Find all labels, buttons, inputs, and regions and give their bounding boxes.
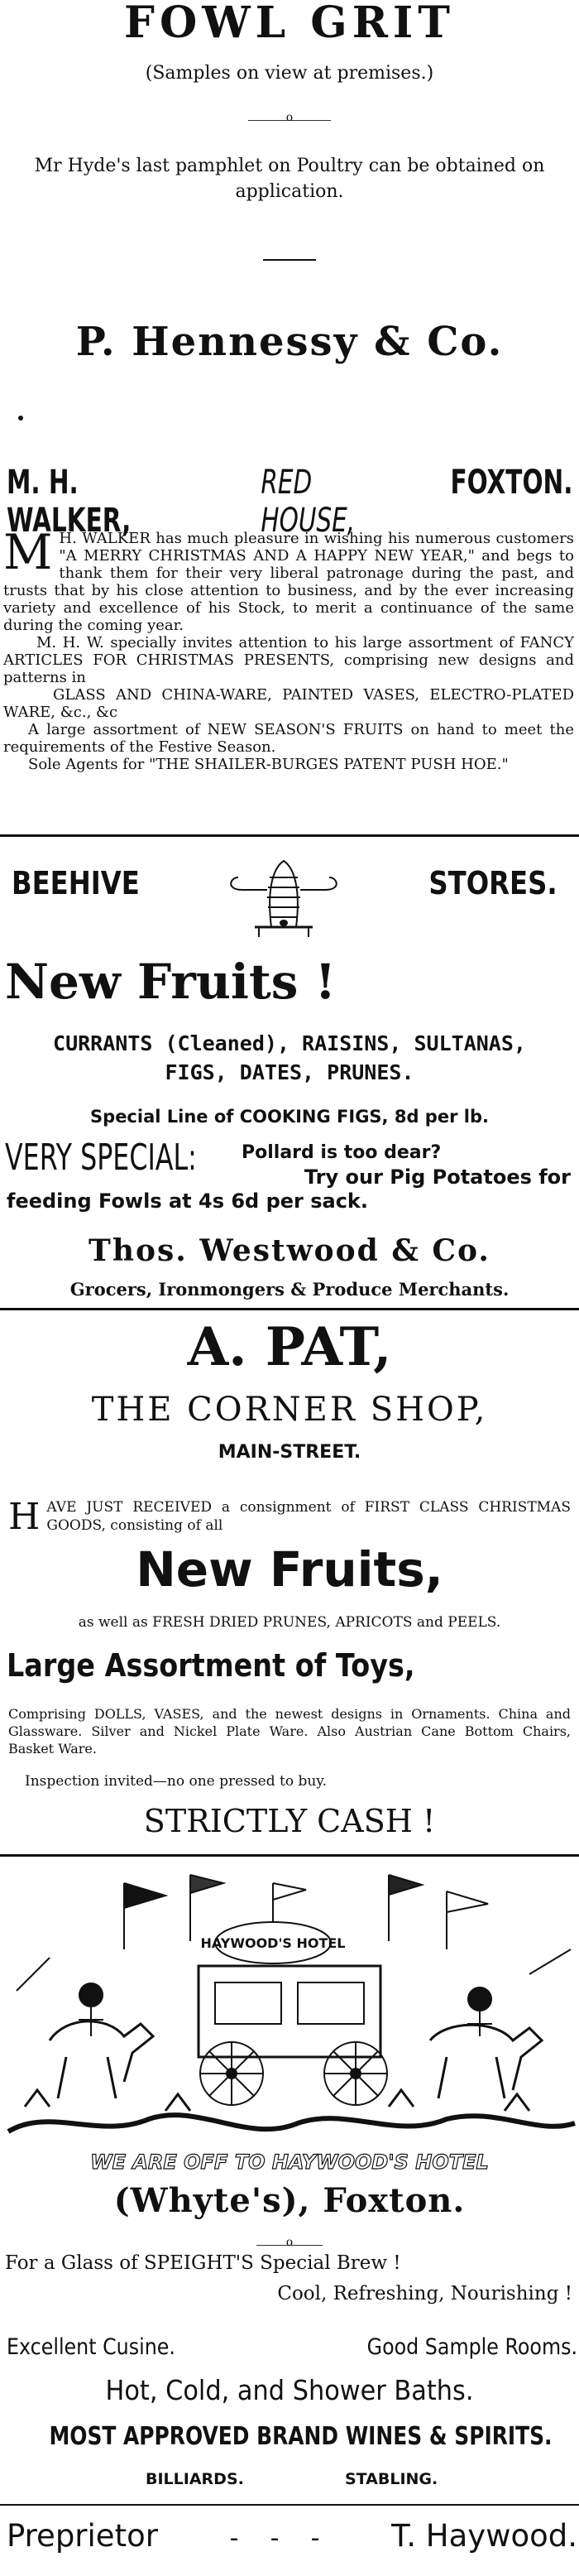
hotel-speights: For a Glass of SPEIGHT'S Special Brew ! [5, 2252, 401, 2274]
beehive-very-special: VERY SPECIAL: [5, 1137, 197, 1179]
apat-cash: STRICTLY CASH ! [143, 1803, 436, 1839]
beehive-right: STORES. [428, 865, 557, 901]
beehive-special-line: Special Line of COOKING FIGS, 8d per lb. [90, 1107, 489, 1127]
beehive-icon [222, 844, 346, 944]
beehive-trades: Grocers, Ironmongers & Produce Merchants. [69, 1279, 510, 1300]
separator-mark: o [285, 111, 294, 124]
proprietor-name: T. Haywood. [391, 2518, 577, 2554]
walker-header [7, 464, 572, 540]
hotel-cuisine: Excellent Cusine. [7, 2334, 175, 2360]
hotel-baths: Hot, Cold, and Shower Baths. [105, 2374, 474, 2406]
hotel-name: (Whyte's), Foxton. [113, 2181, 466, 2220]
beehive-feeding: feeding Fowls at 4s 6d per sack. [7, 1189, 369, 1213]
proprietor-row [7, 2518, 577, 2554]
walker-para4: A large assortment of NEW SEASON'S FRUITS on hand to meet the requirements of the Festive Season. [3, 721, 574, 756]
beehive-pig-potatoes: Try our Pig Potatoes for [304, 1165, 571, 1189]
apat-street: MAIN-STREET. [218, 1442, 361, 1463]
separator-mark: o [285, 2236, 294, 2249]
coach-label: HAYWOOD'S HOTEL [200, 1935, 346, 1951]
beehive-firm: Thos. Westwood & Co. [89, 1233, 490, 1268]
beehive-fruits-line2: FIGS, DATES, PRUNES. [165, 1060, 414, 1084]
beehive-left: BEEHIVE [12, 865, 140, 901]
dot-mark [18, 416, 23, 421]
walker-para1: H. WALKER has much pleasure in wishing his numerous customers "A MERRY CHRISTMAS AND A HAPPY NEW YEAR," and begs to thank them for their very liberal patronage during the past, and trusts that by his close attention to business, and by the ever increasing variety and excellence of his Stock, to merit a continuance of the same during the coming year. [3, 530, 574, 634]
walker-para2: M. H. W. specially invites attention to his large assortment of FANCY ARTICLES FOR CHRISTMAS PRESENTS, comprising new designs and patterns in [3, 634, 574, 686]
divider [0, 1854, 579, 1857]
beehive-fruits-line1: CURRANTS (Cleaned), RAISINS, SULTANAS, [53, 1031, 526, 1055]
proprietor-dashes: - - - [229, 2524, 320, 2553]
hennessy-name: P. Hennessy & Co. [75, 319, 504, 365]
hotel-sample-rooms: Good Sample Rooms. [366, 2334, 577, 2360]
walker-body [3, 524, 574, 773]
apat-received: AVE JUST RECEIVED a consignment of FIRST CLASS CHRISTMAS GOODS, consisting of all [46, 1499, 571, 1534]
hotel-billiards: BILLIARDS. [146, 2470, 244, 2488]
hotel-amenities-row [7, 2334, 577, 2360]
apat-name: A. PAT, [187, 1316, 392, 1378]
beehive-pollard: Pollard is too dear? [242, 1142, 442, 1163]
walker-para3: GLASS AND CHINA-WARE, PAINTED VASES, ELECTRO-PLATED WARE, &c., &c [3, 686, 574, 721]
apat-toys: Large Assortment of Toys, [7, 1647, 415, 1684]
divider [0, 834, 579, 837]
fowl-grit-title: FOWL GRIT [124, 0, 455, 48]
divider [0, 1308, 579, 1310]
fowl-grit-subtitle: (Samples on view at premises.) [145, 63, 434, 84]
apat-shop: THE CORNER SHOP, [91, 1391, 488, 1429]
hotel-cool: Cool, Refreshing, Nourishing ! [277, 2283, 572, 2304]
walker-name: M. H. WALKER, [7, 464, 132, 540]
apat-drop-cap: H [8, 1496, 41, 1538]
divider [0, 2504, 579, 2506]
hotel-wines: MOST APPROVED BRAND WINES & SPIRITS. [49, 2422, 553, 2451]
walker-town: FOXTON. [450, 464, 572, 502]
hotel-stabling: STABLING. [345, 2470, 438, 2488]
beehive-new-fruits: New Fruits ! [5, 954, 337, 1010]
proprietor-label: Preprietor [7, 2518, 158, 2554]
coach-illustration [0, 1858, 579, 2181]
walker-para5: Sole Agents for "THE SHAILER-BURGES PATENT PUSH HOE." [28, 756, 509, 773]
pamphlet-note: Mr Hyde's last pamphlet on Poultry can be obtained on application. [34, 156, 545, 202]
apat-received-block [8, 1496, 571, 1538]
apat-comprising: Comprising DOLLS, VASES, and the newest designs in Ornaments. China and Glassware. Silver and Nickel Plate Ware. Also Austrian Cane Bottom Chairs, Basket Ware. [8, 1706, 571, 1757]
apat-new-fruits: New Fruits, [136, 1541, 443, 1598]
apat-fresh-dried: as well as FRESH DRIED PRUNES, APRICOTS and PEELS. [78, 1614, 501, 1631]
apat-inspection: Inspection invited—no one pressed to buy. [25, 1773, 328, 1790]
walker-red-house: RED HOUSE, [261, 464, 356, 540]
divider [263, 259, 316, 261]
coach-banner: WE ARE OFF TO HAYWOOD'S HOTEL [90, 2151, 489, 2174]
walker-drop-cap: M [3, 524, 53, 580]
